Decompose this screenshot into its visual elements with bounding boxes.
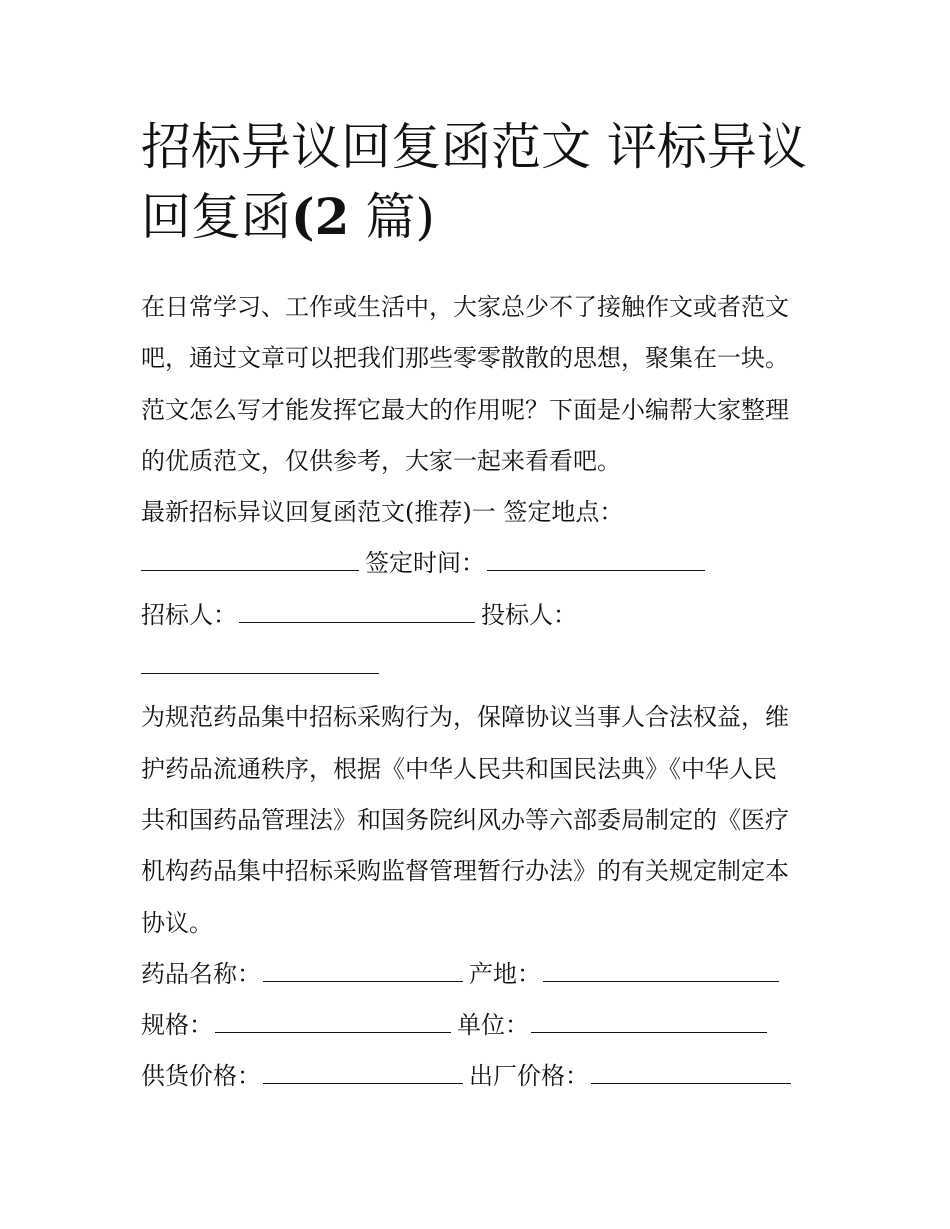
body-line: 共和国药品管理法》和国务院纠风办等六部委局制定的《医疗 bbox=[141, 805, 789, 834]
sign-time-label: 签定时间： bbox=[365, 549, 485, 578]
bidder-blank bbox=[141, 653, 379, 674]
body-line: 协议。 bbox=[141, 908, 213, 937]
drug-name-blank bbox=[263, 961, 463, 982]
intro-line: 在日常学习、工作或生活中，大家总少不了接触作文或者范文 bbox=[141, 293, 789, 321]
tenderer-label: 招标人： bbox=[141, 600, 237, 629]
tenderer-blank bbox=[239, 602, 475, 623]
subtitle-line: 最新招标异议回复函范文(推荐)一 签定地点： bbox=[141, 498, 624, 527]
origin-label: 产地： bbox=[469, 959, 541, 988]
intro-paragraph bbox=[141, 282, 816, 487]
intro-line: 的优质范文，仅供参考，大家一起来看看吧。 bbox=[141, 446, 621, 475]
title-line-2 bbox=[141, 182, 816, 252]
title-suffix: 篇) bbox=[365, 188, 435, 246]
intro-line: 吧，通过文章可以把我们那些零零散散的思想，聚集在一块。 bbox=[141, 344, 789, 373]
sign-place-time-line bbox=[141, 538, 816, 589]
bidder-blank-line bbox=[141, 641, 816, 692]
document-title bbox=[141, 112, 816, 252]
bidder-label: 投标人： bbox=[481, 600, 577, 629]
spec-label: 规格： bbox=[141, 1011, 213, 1040]
spec-line bbox=[141, 1000, 816, 1051]
origin-blank bbox=[543, 961, 779, 982]
supply-price-label: 供货价格： bbox=[141, 1062, 261, 1091]
body-paragraph bbox=[141, 692, 816, 948]
body-line: 护药品流通秩序，根据《中华人民共和国民法典》《中华人民 bbox=[141, 754, 777, 783]
body-line: 为规范药品集中招标采购行为，保障协议当事人合法权益，维 bbox=[141, 703, 789, 732]
document-content bbox=[141, 112, 816, 1103]
supply-price-blank bbox=[263, 1063, 463, 1084]
drug-details bbox=[141, 949, 816, 1103]
price-line bbox=[141, 1051, 816, 1102]
title-line-1: 招标异议回复函范文 评标异议 bbox=[141, 118, 807, 176]
title-count: (2 bbox=[291, 187, 350, 246]
parties-line bbox=[141, 590, 816, 641]
sign-place-blank bbox=[141, 550, 359, 571]
drug-name-line bbox=[141, 949, 816, 1000]
drug-name-label: 药品名称： bbox=[141, 959, 261, 988]
intro-line: 范文怎么写才能发挥它最大的作用呢？下面是小编帮大家整理 bbox=[141, 395, 789, 424]
contract-header bbox=[141, 487, 816, 692]
factory-price-label: 出厂价格： bbox=[469, 1062, 589, 1091]
factory-price-blank bbox=[591, 1063, 791, 1084]
body-line: 机构药品集中招标采购监督管理暂行办法》的有关规定制定本 bbox=[141, 857, 789, 886]
unit-blank bbox=[531, 1012, 767, 1033]
spec-blank bbox=[215, 1012, 451, 1033]
title-line-2-text: 回复函 bbox=[141, 188, 291, 246]
sign-time-blank bbox=[487, 550, 705, 571]
unit-label: 单位： bbox=[457, 1011, 529, 1040]
